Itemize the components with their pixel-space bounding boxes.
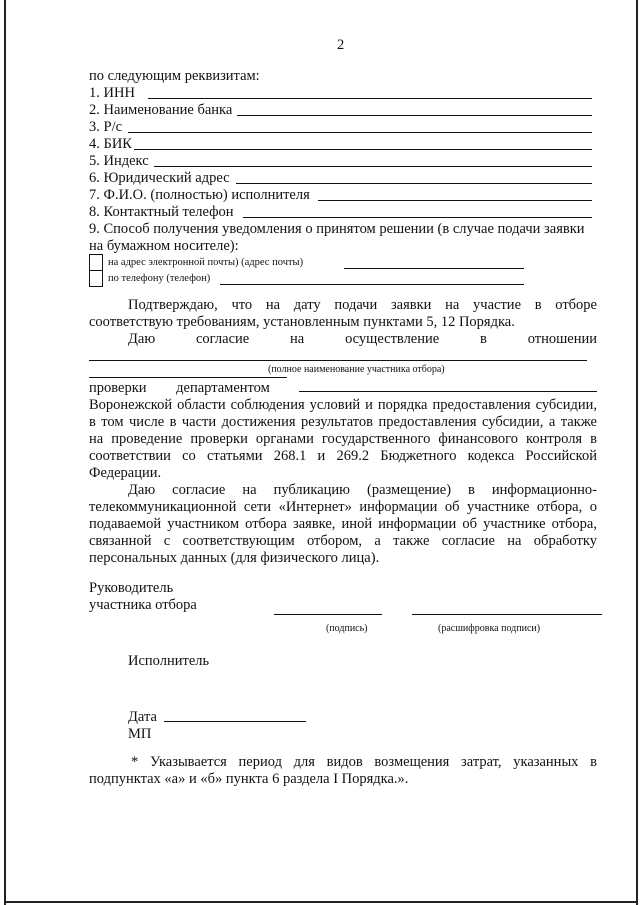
consent2-line-1: Даю согласие на публикацию (размещение) в информационно- — [128, 482, 597, 498]
consent1-participant-line — [89, 360, 587, 361]
consent1-line-1: Даю согласие на осуществление в отношении — [128, 331, 597, 347]
consent1-line-2: проверки департаментом — [89, 380, 270, 396]
checkbox-phone[interactable] — [89, 270, 103, 287]
consent1-participant-line-2 — [89, 377, 287, 378]
stamp-label: МП — [128, 726, 152, 742]
requisite-fio: 7. Ф.И.О. (полностью) исполнителя — [89, 187, 310, 203]
option-email-label: на адрес электронной почты) (адрес почты) — [108, 257, 304, 268]
requisite-phone: 8. Контактный телефон — [89, 204, 234, 220]
consent1-line-4: в том числе в части достижения результатов предоставления субсидии, а также — [89, 414, 597, 430]
signature-decode-caption: (расшифровка подписи) — [438, 623, 541, 634]
consent1-line-3: Воронежской области соблюдения условий и порядка предоставления субсидии, — [89, 397, 597, 413]
consent2-line-3: подаваемой участником отбора заявке, иной информации об участнике отбора, — [89, 516, 597, 532]
requisite-phone-line — [243, 217, 592, 218]
notification-line-1: 9. Способ получения уведомления о принятом решении (в случае подачи заявки — [89, 221, 585, 237]
requisite-account: 3. Р/с — [89, 119, 123, 135]
signature-decode-line — [412, 614, 602, 615]
consent2-line-4: связанной с соответствующим отбором, а также согласие на обработку — [89, 533, 597, 549]
requisite-bik: 4. БИК — [89, 136, 132, 152]
requisite-bank-line — [237, 115, 592, 116]
option-phone-label: по телефону (телефон) — [108, 273, 211, 284]
requisite-inn-line — [148, 98, 592, 99]
date-label: Дата — [128, 709, 157, 725]
signature-sign-line — [274, 614, 382, 615]
consent2-line-2: телекоммуникационной сети «Интернет» информации об участнике отбора, о — [89, 499, 597, 515]
requisite-inn: 1. ИНН — [89, 85, 135, 101]
requisite-address-line — [236, 183, 592, 184]
page-border-bottom — [4, 901, 638, 903]
requisite-account-line — [128, 132, 592, 133]
consent1-participant-caption: (полное наименование участника отбора) — [268, 364, 445, 375]
page-border-right — [636, 0, 638, 905]
signature-role-2: участника отбора — [89, 597, 197, 613]
notification-line-2: на бумажном носителе): — [89, 238, 239, 254]
page-number: 2 — [337, 37, 345, 53]
signature-role-1: Руководитель — [89, 580, 174, 596]
consent1-department-line — [299, 391, 597, 392]
requisite-address: 6. Юридический адрес — [89, 170, 230, 186]
confirm-line-1: Подтверждаю, что на дату подачи заявки на участие в отборе — [128, 297, 597, 313]
requisite-index: 5. Индекс — [89, 153, 149, 169]
executor-label: Исполнитель — [128, 653, 210, 669]
intro-text: по следующим реквизитам: — [89, 68, 260, 84]
requisite-bank: 2. Наименование банка — [89, 102, 233, 118]
consent2-line-5: персональных данных (для физического лица). — [89, 550, 380, 566]
checkbox-email[interactable] — [89, 254, 103, 271]
date-line — [164, 721, 306, 722]
requisite-fio-line — [318, 200, 592, 201]
requisite-bik-line — [134, 149, 592, 150]
signature-sign-caption: (подпись) — [326, 623, 368, 634]
footnote-line-1: * Указывается период для видов возмещения затрат, указанных в — [131, 754, 597, 770]
option-email-line — [344, 268, 524, 269]
requisite-index-line — [154, 166, 592, 167]
consent1-line-5: на проведение проверки органами государственного финансового контроля в — [89, 431, 597, 447]
consent1-line-6: соответствии со статьями 268.1 и 269.2 Бюджетного кодекса Российской — [89, 448, 597, 464]
consent1-line-7: Федерации. — [89, 465, 162, 481]
footnote-line-2: подпунктах «а» и «б» пункта 6 раздела I Порядка.». — [89, 771, 409, 787]
page-border-left — [4, 0, 6, 905]
confirm-line-2: соответствую требованиям, установленным пунктами 5, 12 Порядка. — [89, 314, 515, 330]
option-phone-line — [220, 284, 524, 285]
